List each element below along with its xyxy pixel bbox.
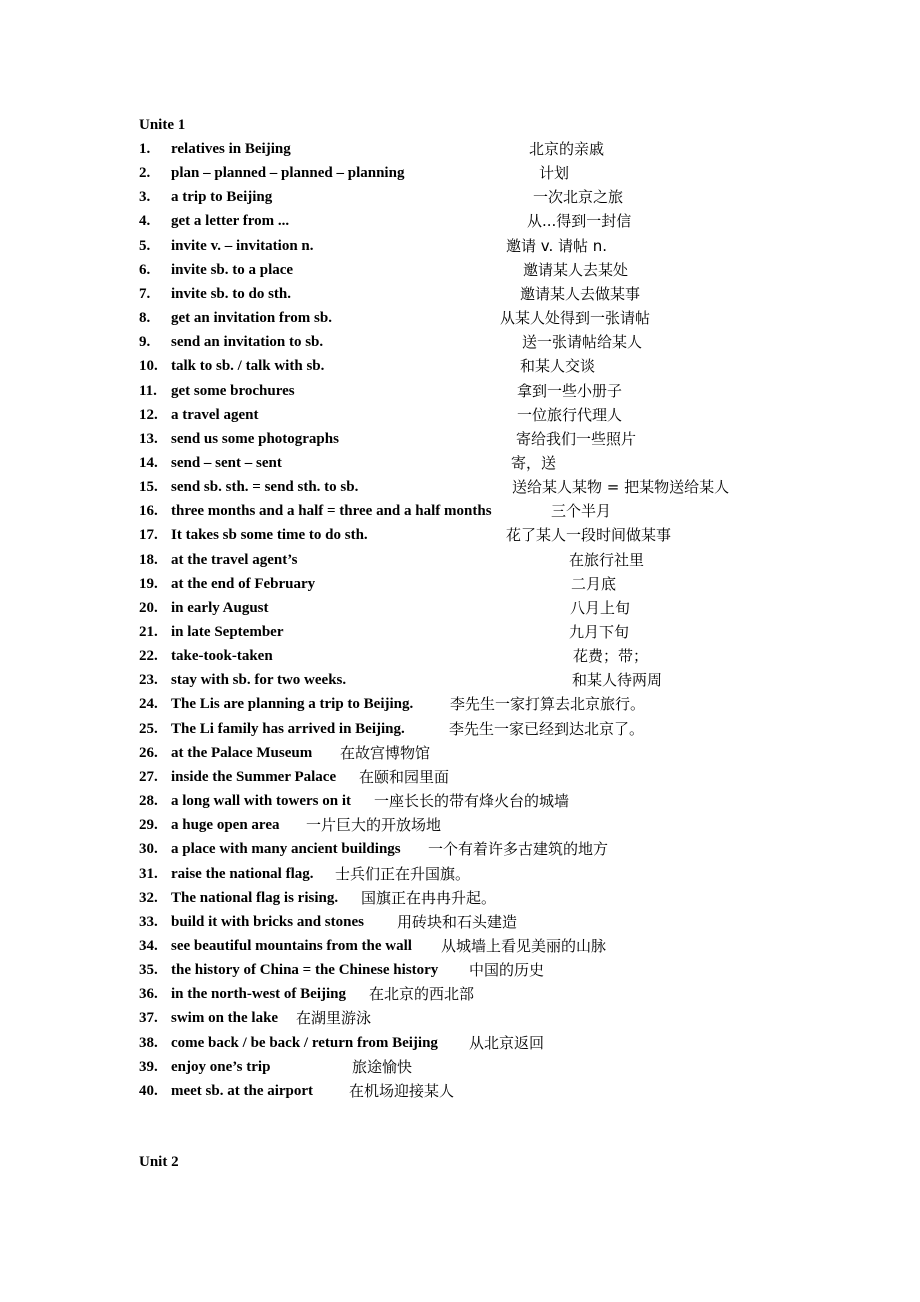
entry-number: 12. — [139, 406, 158, 423]
english-phrase: relatives in Beijing — [171, 141, 291, 157]
entry-number: 10. — [139, 358, 158, 375]
chinese-translation: 花费；带； — [573, 647, 649, 666]
chinese-translation: 在湖里游泳 — [296, 1009, 372, 1028]
entry-number: 15. — [139, 479, 158, 496]
chinese-translation: 从城墙上看见美丽的山脉 — [441, 936, 607, 955]
english-phrase: send an invitation to sb. — [171, 334, 324, 351]
chinese-translation: 旅途愉快 — [352, 1057, 413, 1076]
chinese-translation: 送给某人某物 = 把某物送给某人 — [512, 478, 730, 497]
chinese-translation: 和某人交谈 — [520, 357, 596, 376]
entry-number: 4. — [139, 213, 151, 230]
chinese-translation: 九月下旬 — [569, 623, 630, 641]
english-phrase: at the travel agent’s — [171, 551, 298, 568]
entry-number: 7. — [139, 285, 151, 302]
entry-number: 5. — [139, 237, 151, 254]
english-phrase: a trip to Beijing — [171, 189, 273, 206]
english-phrase: get an invitation from sb. — [171, 310, 332, 326]
entry-number: 31. — [139, 865, 158, 882]
entry-number: 38. — [139, 1034, 158, 1051]
entry-number: 23. — [139, 672, 158, 689]
english-phrase: meet sb. at the airport — [171, 1082, 314, 1099]
entry-number: 27. — [139, 768, 158, 785]
chinese-translation: 在故宫博物馆 — [340, 743, 431, 762]
entry-number: 24. — [139, 696, 158, 713]
chinese-translation: 寄给我们一些照片 — [516, 429, 637, 448]
english-phrase: the history of China = the Chinese history — [171, 962, 439, 979]
english-phrase: invite v. – invitation n. — [171, 237, 314, 254]
chinese-translation: 一个有着许多古建筑的地方 — [428, 840, 609, 859]
chinese-translation: 一次北京之旅 — [533, 188, 624, 207]
entry-number: 22. — [139, 648, 158, 665]
english-phrase: It takes sb some time to do sth. — [171, 527, 368, 544]
unit-2-heading: Unit 2 — [139, 1154, 179, 1170]
chinese-translation: 花了某人一段时间做某事 — [506, 526, 672, 545]
entry-number: 16. — [139, 503, 158, 520]
entry-number: 17. — [139, 527, 158, 544]
english-phrase: build it with bricks and stones — [171, 913, 364, 930]
english-phrase: a place with many ancient buildings — [171, 841, 401, 858]
english-phrase: send sb. sth. = send sth. to sb. — [171, 479, 359, 496]
entry-number: 18. — [139, 551, 158, 568]
entry-number: 20. — [139, 599, 158, 616]
chinese-translation: 李先生一家打算去北京旅行。 — [450, 695, 646, 714]
chinese-translation: 邀请 v. 请帖 n. — [506, 236, 608, 255]
chinese-translation: 邀请某人去做某事 — [520, 284, 641, 303]
chinese-translation: 三个半月 — [551, 502, 612, 521]
entry-number: 26. — [139, 744, 158, 761]
english-phrase: in early August — [171, 599, 269, 616]
english-phrase: The national flag is rising. — [171, 889, 339, 906]
entry-number: 30. — [139, 841, 158, 858]
entry-number: 14. — [139, 454, 158, 471]
english-phrase: a long wall with towers on it — [171, 793, 351, 809]
entry-number: 3. — [139, 189, 151, 206]
entry-number: 39. — [139, 1058, 158, 1075]
chinese-translation: 从某人处得到一张请帖 — [500, 309, 651, 327]
chinese-translation: 寄，送 — [511, 453, 557, 472]
english-phrase: swim on the lake — [171, 1010, 279, 1027]
chinese-translation: 在北京的西北部 — [369, 985, 475, 1004]
english-phrase: a travel agent — [171, 406, 259, 423]
chinese-translation: 中国的历史 — [469, 961, 545, 980]
entry-number: 25. — [139, 720, 158, 737]
entry-number: 35. — [139, 962, 158, 979]
chinese-translation: 在颐和园里面 — [359, 767, 450, 786]
entry-number: 11. — [139, 382, 157, 399]
chinese-translation: 八月上旬 — [570, 598, 631, 617]
chinese-translation: 一片巨大的开放场地 — [306, 816, 442, 835]
entry-number: 19. — [139, 575, 158, 592]
chinese-translation: 在机场迎接某人 — [349, 1081, 455, 1100]
chinese-translation: 在旅行社里 — [569, 550, 645, 569]
english-phrase: at the end of February — [171, 575, 316, 592]
english-phrase: stay with sb. for two weeks. — [171, 672, 347, 689]
chinese-translation: 送一张请帖给某人 — [522, 333, 643, 352]
english-phrase: in late September — [171, 624, 284, 640]
chinese-translation: 从...得到一封信 — [527, 212, 632, 231]
chinese-translation: 邀请某人去某处 — [523, 260, 629, 279]
chinese-translation: 国旗正在冉冉升起。 — [361, 888, 497, 907]
entry-number: 2. — [139, 165, 151, 182]
entry-number: 33. — [139, 913, 158, 930]
entry-number: 34. — [139, 937, 158, 954]
english-phrase: get a letter from ... — [171, 213, 290, 230]
entry-number: 13. — [139, 430, 158, 447]
english-phrase: see beautiful mountains from the wall — [171, 937, 412, 954]
chinese-translation: 用砖块和石头建造 — [397, 912, 518, 931]
entry-number: 40. — [139, 1082, 158, 1099]
english-phrase: raise the national flag. — [171, 865, 314, 882]
chinese-translation: 一座长长的带有烽火台的城墙 — [374, 792, 570, 810]
english-phrase: send – sent – sent — [171, 454, 282, 471]
english-phrase: take-took-taken — [171, 648, 273, 665]
english-phrase: The Li family has arrived in Beijing. — [171, 720, 405, 737]
english-phrase: a huge open area — [171, 817, 280, 834]
entry-number: 37. — [139, 1010, 158, 1027]
entry-number: 32. — [139, 889, 158, 906]
entry-number: 28. — [139, 793, 158, 809]
chinese-translation: 拿到一些小册子 — [517, 381, 623, 400]
english-phrase: at the Palace Museum — [171, 744, 313, 761]
entry-number: 9. — [139, 334, 151, 351]
english-phrase: invite sb. to do sth. — [171, 285, 292, 302]
english-phrase: get some brochures — [171, 382, 295, 399]
chinese-translation: 一位旅行代理人 — [517, 405, 623, 424]
entry-number: 6. — [139, 261, 151, 278]
english-phrase: in the north-west of Beijing — [171, 986, 346, 1003]
english-phrase: invite sb. to a place — [171, 261, 294, 278]
english-phrase: come back / be back / return from Beijing — [171, 1034, 438, 1051]
english-phrase: three months and a half = three and a half months — [171, 503, 492, 520]
chinese-translation: 和某人待两周 — [572, 671, 663, 690]
english-phrase: talk to sb. / talk with sb. — [171, 358, 325, 375]
chinese-translation: 李先生一家已经到达北京了。 — [449, 719, 645, 738]
english-phrase: inside the Summer Palace — [171, 768, 337, 785]
entry-number: 29. — [139, 817, 158, 834]
entry-number: 8. — [139, 310, 151, 326]
chinese-translation: 从北京返回 — [469, 1033, 545, 1052]
chinese-translation: 北京的亲戚 — [529, 140, 605, 158]
unit-1-heading: Unite 1 — [139, 117, 186, 133]
english-phrase: enjoy one’s trip — [171, 1058, 271, 1075]
chinese-translation: 二月底 — [571, 574, 617, 593]
entry-number: 1. — [139, 141, 151, 157]
english-phrase: The Lis are planning a trip to Beijing. — [171, 696, 414, 713]
entry-number: 21. — [139, 624, 158, 640]
chinese-translation: 计划 — [539, 164, 570, 183]
english-phrase: send us some photographs — [171, 430, 339, 447]
entry-number: 36. — [139, 986, 158, 1003]
chinese-translation: 士兵们正在升国旗。 — [335, 864, 471, 883]
english-phrase: plan – planned – planned – planning — [171, 165, 405, 182]
